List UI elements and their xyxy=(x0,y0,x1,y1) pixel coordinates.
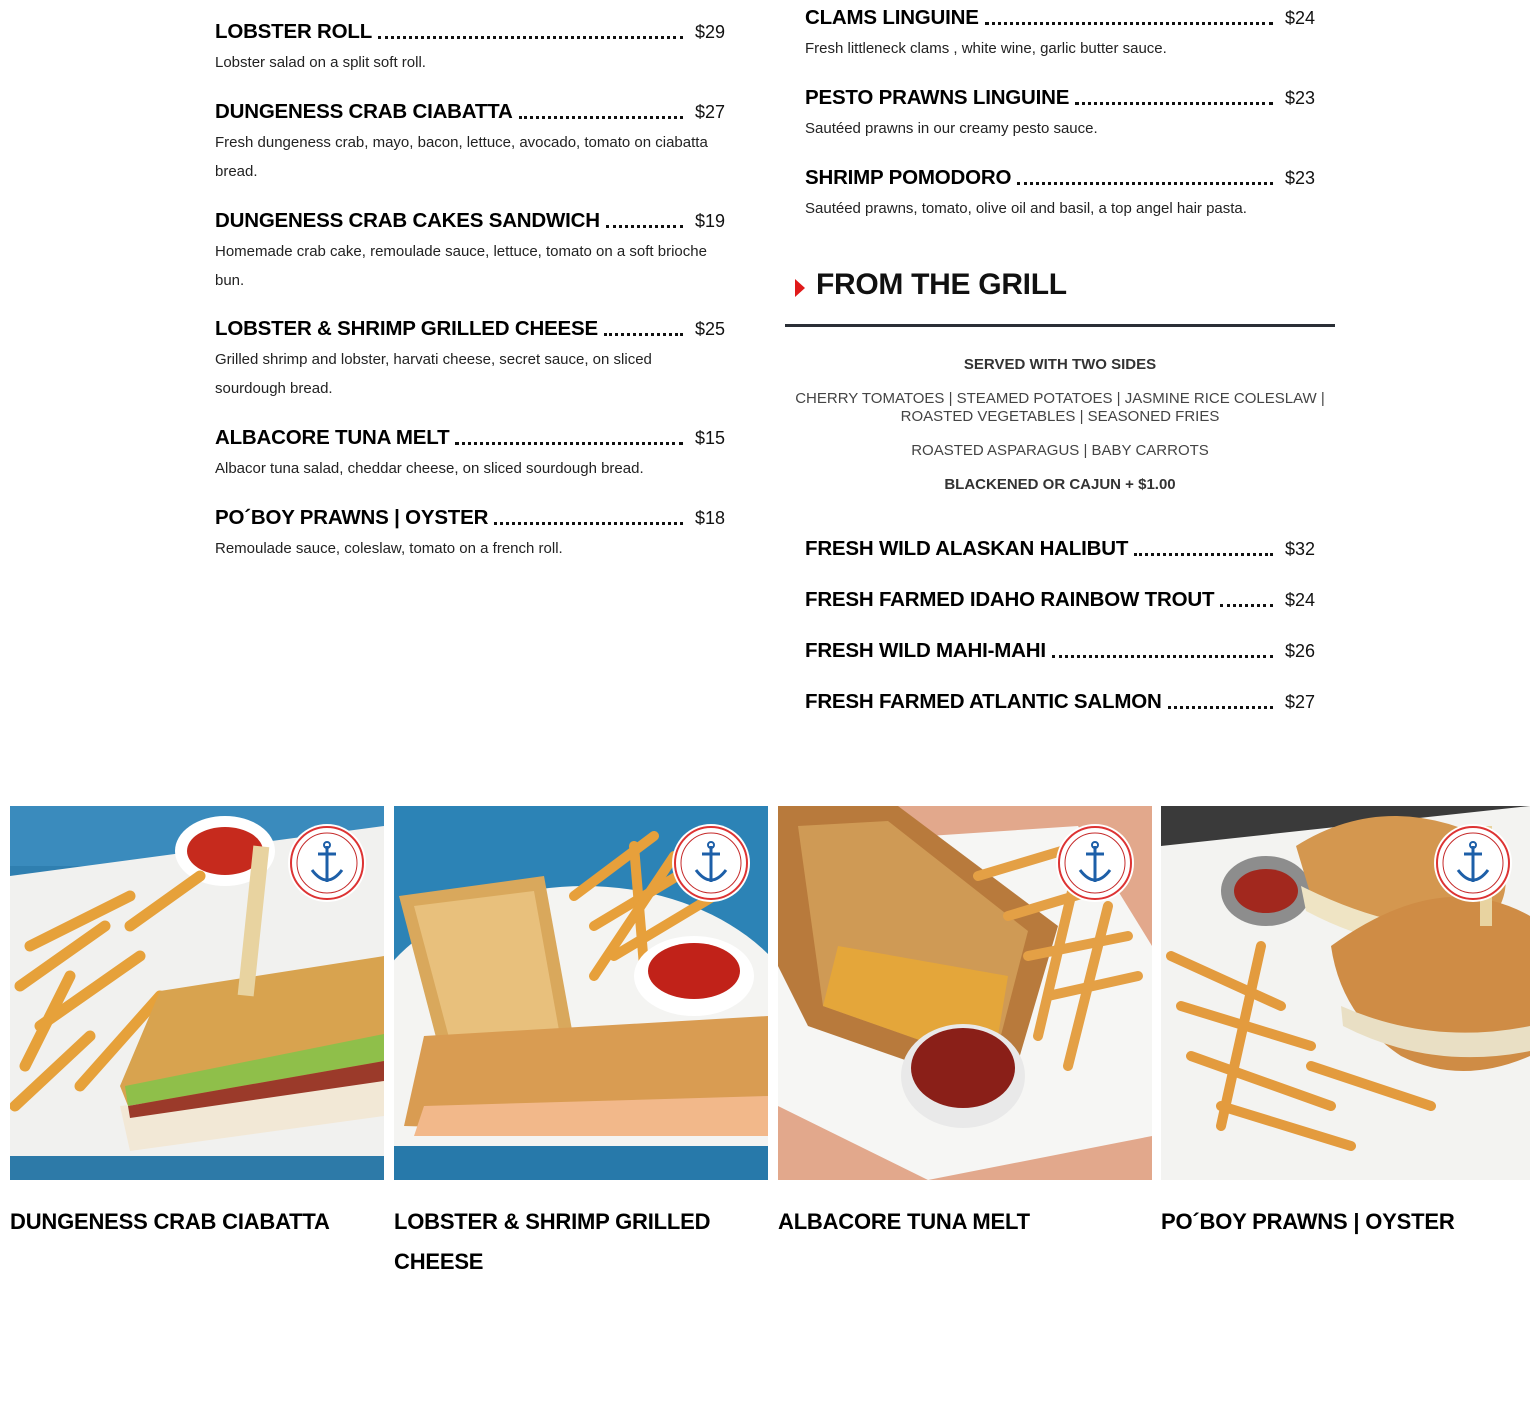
dot-leader xyxy=(1134,550,1273,556)
section-divider xyxy=(785,324,1335,327)
menu-item xyxy=(215,506,725,563)
dot-leader xyxy=(519,113,683,119)
menu-item-name: DUNGENESS CRAB CIABATTA xyxy=(215,100,513,123)
menu-item-price: $25 xyxy=(694,319,725,339)
menu-item-description: Sautéed prawns in our creamy pesto sauce. xyxy=(805,120,1098,137)
dot-leader xyxy=(494,519,683,525)
dish-title[interactable]: PO´BOY PRAWNS | OYSTER xyxy=(1161,1209,1455,1234)
menu-item-price: $24 xyxy=(1284,590,1315,610)
anchors-logo-badge xyxy=(674,826,748,900)
menu-item xyxy=(215,100,725,186)
dot-leader xyxy=(1168,703,1273,709)
menu-item-description: Albacor tuna salad, cheddar cheese, on sliced sourdough bread. xyxy=(215,460,644,477)
dish-gallery xyxy=(0,806,1530,1286)
dot-leader xyxy=(604,330,683,336)
menu-item-name: FRESH WILD ALASKAN HALIBUT xyxy=(805,537,1129,560)
menu-item xyxy=(215,426,725,483)
menu-item-description: Sautéed prawns, tomato, olive oil and basil, a top angel hair pasta. xyxy=(805,200,1247,217)
dot-leader xyxy=(606,222,683,228)
menu-item-price: $32 xyxy=(1284,539,1315,559)
menu-item-name: FRESH FARMED ATLANTIC SALMON xyxy=(805,690,1162,713)
menu-item xyxy=(805,6,1315,63)
menu-item xyxy=(805,86,1315,143)
menu-item-name: PO´BOY PRAWNS | OYSTER xyxy=(215,506,489,529)
grill-item xyxy=(805,588,1315,614)
menu-item-description: Fresh littleneck clams , white wine, garlic butter sauce. xyxy=(805,40,1167,57)
menu-item-price: $19 xyxy=(694,211,725,231)
dish-photo[interactable] xyxy=(1161,806,1530,1180)
menu-item-price: $29 xyxy=(694,22,725,42)
menu-item-description: Grilled shrimp and lobster, harvati cheese, secret sauce, on sliced sourdough bread. xyxy=(215,351,652,397)
menu-item xyxy=(805,166,1315,223)
menu-item-price: $15 xyxy=(694,428,725,448)
upcharge-note: BLACKENED OR CAJUN + $1.00 xyxy=(944,476,1176,493)
menu-item-name: SHRIMP POMODORO xyxy=(805,166,1012,189)
dot-leader xyxy=(1017,179,1273,185)
sides-list: CHERRY TOMATOES | STEAMED POTATOES | JASMINE RICE COLESLAW | ROASTED VEGETABLES | SEASONED FRIES xyxy=(795,390,1325,425)
anchors-logo-badge xyxy=(1058,826,1132,900)
menu-item-price: $24 xyxy=(1284,8,1315,28)
menu-item-description: Lobster salad on a split soft roll. xyxy=(215,54,426,71)
grill-item xyxy=(805,690,1315,716)
dot-leader xyxy=(378,33,683,39)
section-title: FROM THE GRILL xyxy=(816,268,1067,301)
dot-leader xyxy=(985,19,1273,25)
grill-item xyxy=(805,639,1315,665)
dot-leader xyxy=(1220,601,1273,607)
menu-item-description: Homemade crab cake, remoulade sauce, lettuce, tomato on a soft brioche bun. xyxy=(215,243,707,289)
menu-item-price: $18 xyxy=(694,508,725,528)
menu-item-name: ALBACORE TUNA MELT xyxy=(215,426,450,449)
gallery-card[interactable] xyxy=(1161,806,1530,1242)
menu-item-name: PESTO PRAWNS LINGUINE xyxy=(805,86,1070,109)
menu-item-description: Remoulade sauce, coleslaw, tomato on a french roll. xyxy=(215,540,563,557)
dish-title[interactable]: ALBACORE TUNA MELT xyxy=(778,1209,1030,1234)
menu-item-name: LOBSTER ROLL xyxy=(215,20,373,43)
menu-item-name: FRESH FARMED IDAHO RAINBOW TROUT xyxy=(805,588,1215,611)
menu-item xyxy=(215,317,725,403)
menu-item-name: LOBSTER & SHRIMP GRILLED CHEESE xyxy=(215,317,598,340)
menu-item-price: $27 xyxy=(1284,692,1315,712)
menu-item-name: CLAMS LINGUINE xyxy=(805,6,979,29)
menu-item-price: $23 xyxy=(1284,168,1315,188)
sides-list-extra: ROASTED ASPARAGUS | BABY CARROTS xyxy=(911,442,1209,459)
dish-title[interactable]: LOBSTER & SHRIMP GRILLED CHEESE xyxy=(394,1209,711,1274)
served-with-note: SERVED WITH TWO SIDES xyxy=(963,356,1157,373)
menu-item-name: DUNGENESS CRAB CAKES SANDWICH xyxy=(215,209,600,232)
grill-section-header xyxy=(785,268,1335,328)
gallery-card[interactable] xyxy=(778,806,1152,1242)
menu-item-price: $26 xyxy=(1284,641,1315,661)
dot-leader xyxy=(1075,99,1273,105)
dish-title[interactable]: DUNGENESS CRAB CIABATTA xyxy=(10,1209,330,1234)
menu-item-description: Fresh dungeness crab, mayo, bacon, lettuce, avocado, tomato on ciabatta bread. xyxy=(215,134,708,180)
menu-item-price: $27 xyxy=(694,102,725,122)
grill-item xyxy=(805,537,1315,563)
menu-item xyxy=(215,20,725,77)
dish-photo[interactable] xyxy=(394,806,768,1180)
gallery-card[interactable] xyxy=(394,806,768,1282)
dot-leader xyxy=(1052,652,1273,658)
caret-right-icon xyxy=(795,279,805,297)
dish-photo[interactable] xyxy=(778,806,1152,1180)
menu-item-price: $23 xyxy=(1284,88,1315,108)
dot-leader xyxy=(455,439,683,445)
menu-item xyxy=(215,209,725,295)
anchors-logo-badge xyxy=(290,826,364,900)
anchors-logo-badge xyxy=(1436,826,1510,900)
dish-photo[interactable] xyxy=(10,806,384,1180)
gallery-card[interactable] xyxy=(10,806,384,1242)
menu-item-name: FRESH WILD MAHI-MAHI xyxy=(805,639,1046,662)
